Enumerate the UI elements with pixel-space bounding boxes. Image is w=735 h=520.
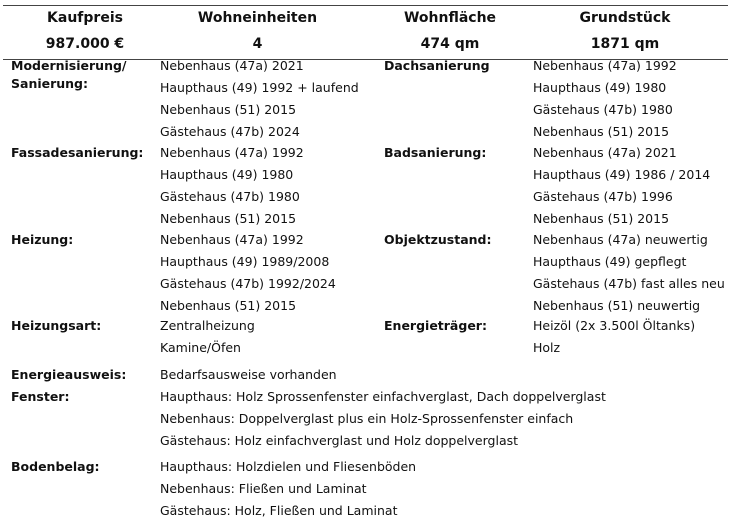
- label-energietraeger: Energieträger:: [384, 318, 487, 333]
- fenster-value-3: Gästehaus: Holz einfachverglast und Holz doppelverglast: [160, 433, 519, 448]
- label-heizung: Heizung:: [11, 232, 74, 247]
- objektzustand-value-3: Gästehaus (47b) fast alles neu: [533, 276, 725, 291]
- fenster-value-1: Haupthaus: Holz Sprossenfenster einfachverglast, Dach doppelverglast: [160, 389, 606, 404]
- header-grundstueck-value: 1871 qm: [590, 36, 660, 52]
- fassade-value-4: Nebenhaus (51) 2015: [160, 211, 297, 226]
- energieausweis-value-1: Bedarfsausweise vorhanden: [160, 367, 337, 382]
- bad-value-2: Haupthaus (49) 1986 / 2014: [533, 167, 711, 182]
- table-top-border: [3, 5, 728, 6]
- fassade-value-3: Gästehaus (47b) 1980: [160, 189, 300, 204]
- modernisierung-value-3: Nebenhaus (51) 2015: [160, 102, 297, 117]
- fenster-value-2: Nebenhaus: Doppelverglast plus ein Holz-Sprossenfenster einfach: [160, 411, 574, 426]
- dachsanierung-value-3: Gästehaus (47b) 1980: [533, 102, 673, 117]
- bad-value-4: Nebenhaus (51) 2015: [533, 211, 670, 226]
- header-wohneinheiten-value: 4: [252, 36, 263, 52]
- header-kaufpreis-value: 987.000 €: [45, 36, 125, 52]
- header-grundstueck-label: Grundstück: [579, 10, 671, 26]
- bodenbelag-value-1: Haupthaus: Holzdielen und Fliesenböden: [160, 459, 417, 474]
- heizung-value-1: Nebenhaus (47a) 1992: [160, 232, 304, 247]
- label-heizungsart: Heizungsart:: [11, 318, 102, 333]
- modernisierung-value-2: Haupthaus (49) 1992 + laufend: [160, 80, 359, 95]
- objektzustand-value-4: Nebenhaus (51) neuwertig: [533, 298, 701, 313]
- label-energieausweis: Energieausweis:: [11, 367, 127, 382]
- dachsanierung-value-4: Nebenhaus (51) 2015: [533, 124, 670, 139]
- label-sanierung: Sanierung:: [11, 76, 89, 91]
- header-kaufpreis-label: Kaufpreis: [47, 10, 123, 26]
- bad-value-3: Gästehaus (47b) 1996: [533, 189, 673, 204]
- dachsanierung-value-1: Nebenhaus (47a) 1992: [533, 58, 677, 73]
- bodenbelag-value-2: Nebenhaus: Fließen und Laminat: [160, 481, 367, 496]
- modernisierung-value-1: Nebenhaus (47a) 2021: [160, 58, 304, 73]
- heizung-value-2: Haupthaus (49) 1989/2008: [160, 254, 330, 269]
- heizungsart-value-2: Kamine/Öfen: [160, 340, 241, 355]
- header-wohnflaeche-label: Wohnfläche: [403, 10, 497, 26]
- heizung-value-4: Nebenhaus (51) 2015: [160, 298, 297, 313]
- label-fassadesanierung: Fassadesanierung:: [11, 145, 144, 160]
- fassade-value-1: Nebenhaus (47a) 1992: [160, 145, 304, 160]
- label-modernisierung: Modernisierung/: [11, 58, 127, 73]
- objektzustand-value-1: Nebenhaus (47a) neuwertig: [533, 232, 708, 247]
- label-objektzustand: Objektzustand:: [384, 232, 492, 247]
- energietraeger-value-1: Heizöl (2x 3.500l Öltanks): [533, 318, 696, 333]
- label-badsanierung: Badsanierung:: [384, 145, 487, 160]
- bad-value-1: Nebenhaus (47a) 2021: [533, 145, 677, 160]
- heizung-value-3: Gästehaus (47b) 1992/2024: [160, 276, 336, 291]
- fassade-value-2: Haupthaus (49) 1980: [160, 167, 294, 182]
- label-fenster: Fenster:: [11, 389, 70, 404]
- label-bodenbelag: Bodenbelag:: [11, 459, 100, 474]
- header-wohnflaeche-value: 474 qm: [420, 36, 480, 52]
- bodenbelag-value-3: Gästehaus: Holz, Fließen und Laminat: [160, 503, 398, 518]
- label-dachsanierung: Dachsanierung: [384, 58, 490, 73]
- dachsanierung-value-2: Haupthaus (49) 1980: [533, 80, 667, 95]
- modernisierung-value-4: Gästehaus (47b) 2024: [160, 124, 300, 139]
- heizungsart-value-1: Zentralheizung: [160, 318, 255, 333]
- header-wohneinheiten-label: Wohneinheiten: [197, 10, 318, 26]
- energietraeger-value-2: Holz: [533, 340, 561, 355]
- objektzustand-value-2: Haupthaus (49) gepflegt: [533, 254, 687, 269]
